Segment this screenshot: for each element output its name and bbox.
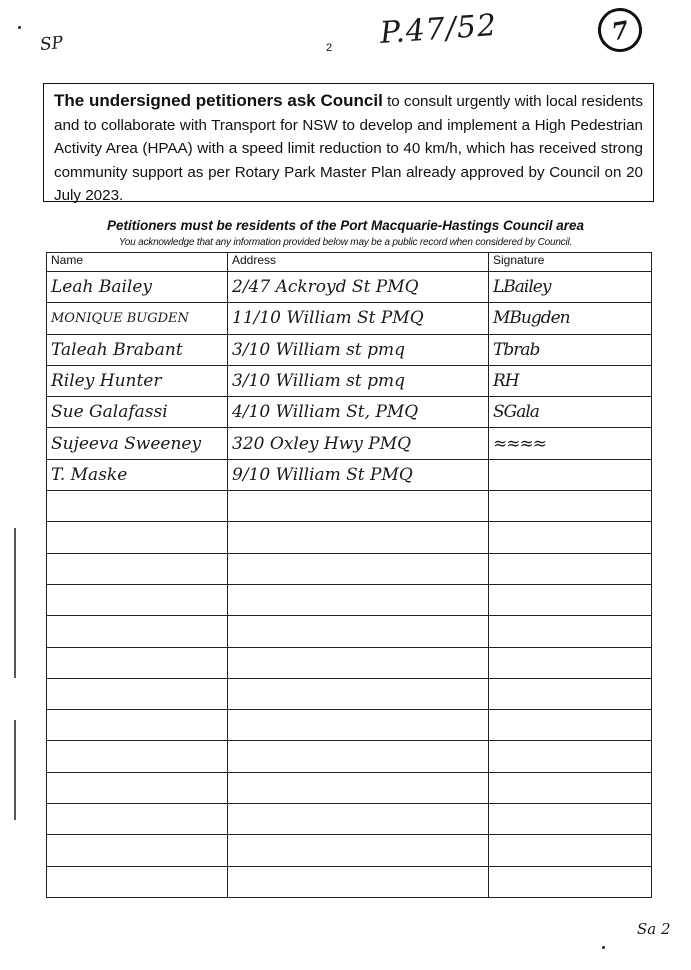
cell-signature: [489, 647, 652, 678]
empty-row: [47, 772, 652, 803]
cell-signature: [489, 741, 652, 772]
cell-address: [228, 741, 489, 772]
empty-row: [47, 804, 652, 835]
margin-line: [14, 528, 16, 678]
stray-mark: [602, 946, 605, 949]
handwritten-page-reference: P.47/52: [378, 7, 499, 52]
cell-signature: [489, 553, 652, 584]
header-address: Address: [228, 253, 489, 272]
empty-row: [47, 710, 652, 741]
cell-address: [228, 804, 489, 835]
header-name: Name: [47, 253, 228, 272]
cell-name: [47, 678, 228, 709]
residency-heading: Petitioners must be residents of the Port Macquarie-Hastings Council area: [106, 218, 585, 233]
cell-signature: [489, 835, 652, 866]
empty-row: [47, 741, 652, 772]
cell-signature: [489, 678, 652, 709]
empty-row: [47, 866, 652, 897]
cell-address: 11/10 William St PMQ: [228, 303, 489, 334]
empty-row: [47, 522, 652, 553]
cell-name: [47, 772, 228, 803]
cell-signature: ≈≈≈≈: [489, 428, 652, 459]
table-row: [47, 397, 652, 428]
cell-name: Leah Bailey: [47, 272, 228, 303]
cell-address: [228, 866, 489, 897]
statement-lead: The undersigned petitioners ask Council: [54, 91, 383, 110]
header-signature: Signature: [489, 253, 652, 272]
table-row: [47, 365, 652, 396]
cell-name: [47, 710, 228, 741]
cell-name: T. Maske: [47, 459, 228, 490]
cell-signature: LBailey: [489, 272, 652, 303]
cell-address: 320 Oxley Hwy PMQ: [228, 428, 489, 459]
cell-signature: [489, 710, 652, 741]
empty-row: [47, 616, 652, 647]
cell-address: [228, 647, 489, 678]
cell-address: 3/10 William st pmq: [228, 334, 489, 365]
table-row: [47, 428, 652, 459]
cell-name: [47, 584, 228, 615]
circled-number: [595, 5, 646, 56]
cell-address: [228, 772, 489, 803]
cell-signature: [489, 459, 652, 490]
cell-name: [47, 616, 228, 647]
cell-address: 3/10 William st pmq: [228, 365, 489, 396]
cell-address: [228, 616, 489, 647]
table-header-row: [47, 253, 652, 272]
petition-statement: [43, 83, 654, 202]
cell-name: [47, 741, 228, 772]
cell-name: [47, 866, 228, 897]
empty-row: [47, 835, 652, 866]
cell-name: [47, 647, 228, 678]
table-row: [47, 459, 652, 490]
table-row: [47, 303, 652, 334]
cell-name: MONIQUE BUGDEN: [47, 303, 228, 334]
cell-signature: [489, 491, 652, 522]
cell-address: [228, 553, 489, 584]
empty-row: [47, 491, 652, 522]
cell-signature: [489, 772, 652, 803]
cell-name: Taleah Brabant: [47, 334, 228, 365]
cell-signature: SGala: [489, 397, 652, 428]
cell-name: [47, 835, 228, 866]
handwritten-initials: SP: [39, 32, 65, 56]
cell-address: [228, 522, 489, 553]
cell-signature: [489, 804, 652, 835]
cell-signature: [489, 866, 652, 897]
stray-mark: [18, 26, 21, 29]
cell-address: [228, 835, 489, 866]
cell-name: Riley Hunter: [47, 365, 228, 396]
cell-name: [47, 522, 228, 553]
cell-address: 9/10 William St PMQ: [228, 459, 489, 490]
cell-signature: RH: [489, 365, 652, 396]
margin-line: [14, 720, 16, 820]
cell-name: [47, 491, 228, 522]
cell-signature: [489, 522, 652, 553]
cell-name: Sue Galafassi: [47, 397, 228, 428]
public-record-notice: You acknowledge that any information provided below may be a public record when considered by Council.: [118, 237, 573, 248]
cell-address: [228, 678, 489, 709]
cell-signature: [489, 584, 652, 615]
empty-row: [47, 584, 652, 615]
cell-address: [228, 710, 489, 741]
table-row: [47, 334, 652, 365]
circled-number-value: 7: [609, 14, 631, 46]
table-row: [47, 272, 652, 303]
empty-row: [47, 647, 652, 678]
cell-signature: [489, 616, 652, 647]
cell-address: 4/10 William St, PMQ: [228, 397, 489, 428]
cell-address: 2/47 Ackroyd St PMQ: [228, 272, 489, 303]
empty-row: [47, 553, 652, 584]
cell-name: [47, 804, 228, 835]
cell-address: [228, 491, 489, 522]
signature-table: [46, 252, 652, 898]
handwritten-footer-mark: Sa 2: [637, 920, 671, 938]
statement-body: to consult urgently with local residents and to collaborate with Transport for NSW to develop and implement a High Pedestrian Activity Area (HPAA) with a speed limit reduction to 40 km/h, which has received strong community support as per Rotary Park Master Plan already approved by Council on 20 July 2023.: [54, 93, 643, 204]
page-number: 2: [326, 42, 333, 54]
empty-row: [47, 678, 652, 709]
cell-name: Sujeeva Sweeney: [47, 428, 228, 459]
cell-signature: MBugden: [489, 303, 652, 334]
cell-signature: Tbrab: [489, 334, 652, 365]
cell-name: [47, 553, 228, 584]
cell-address: [228, 584, 489, 615]
